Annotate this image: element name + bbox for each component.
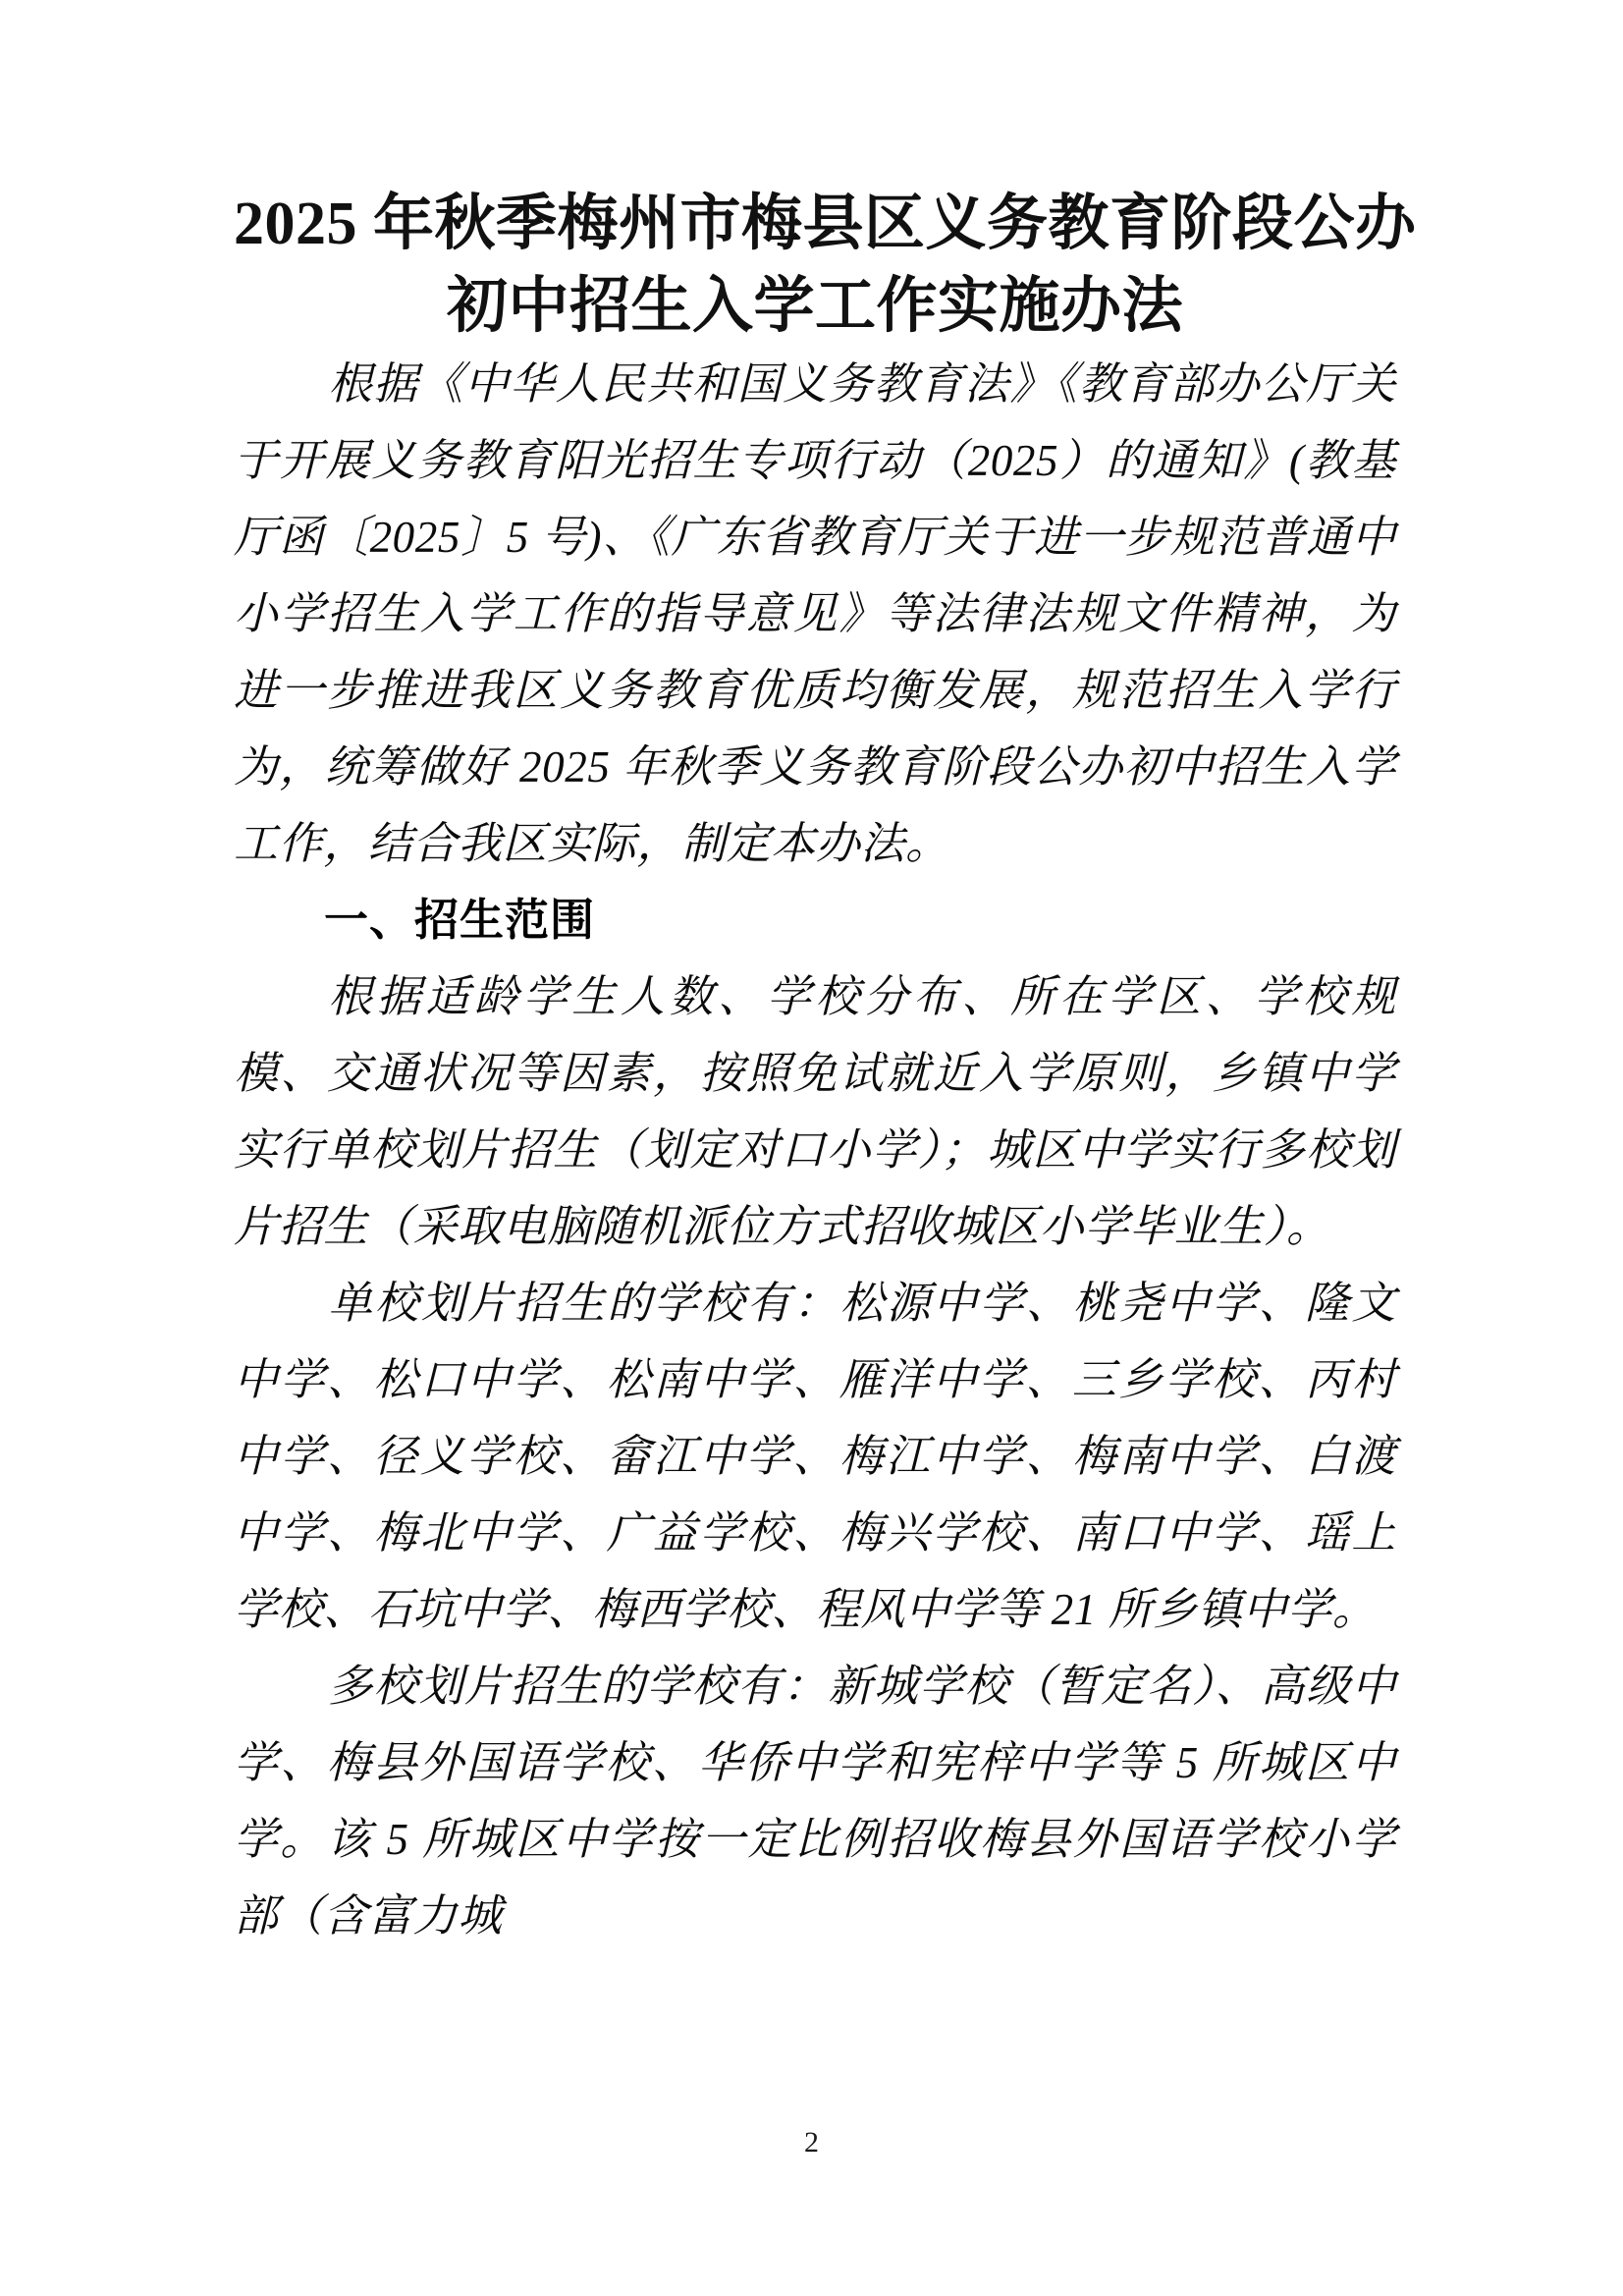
document-body <box>234 346 1396 1954</box>
paragraph-preamble: 根据《中华人民共和国义务教育法》《教育部办公厅关于开展义务教育阳光招生专项行动（2025）的通知》(教基厅函〔2025〕5 号)、《广东省教育厅关于进一步规范普通中小学招生入学工作的指导意见》等法律法规文件精神，为进一步推进我区义务教育优质均衡发展，规范招生入学行为，统筹做好 2025 年秋季义务教育阶段公办初中招生入学工作，结合我区实际，制定本办法。 <box>234 359 1396 868</box>
paragraph-multi-district-schools: 多校划片招生的学校有：新城学校（暂定名）、高级中学、梅县外国语学校、华侨中学和宪梓中学等 5 所城区中学。该 5 所城区中学按一定比例招收梅县外国语学校小学部（含富力城 <box>234 1662 1396 1941</box>
document-title <box>234 183 1417 348</box>
section-heading-enrollment-scope: 一、招生范围 <box>324 894 596 946</box>
page-number: 2 <box>804 2126 819 2159</box>
document-title-line-1: 2025 年秋季梅州市梅县区义务教育阶段公办 <box>234 191 1417 257</box>
paragraph-enrollment-principles: 根据适龄学生人数、学校分布、所在学区、学校规模、交通状况等因素，按照免试就近入学原则，乡镇中学实行单校划片招生（划定对口小学）；城区中学实行多校划片招生（采取电脑随机派位方式招收城区小学毕业生）。 <box>234 972 1396 1251</box>
paragraph-single-district-schools: 单校划片招生的学校有：松源中学、桃尧中学、隆文中学、松口中学、松南中学、雁洋中学、三乡学校、丙村中学、径义学校、畲江中学、梅江中学、梅南中学、白渡中学、梅北中学、广益学校、梅兴学校、南口中学、瑶上学校、石坑中学、梅西学校、程风中学等 21 所乡镇中学。 <box>234 1279 1396 1634</box>
document-title-line-2: 初中招生入学工作实施办法 <box>446 273 1183 340</box>
